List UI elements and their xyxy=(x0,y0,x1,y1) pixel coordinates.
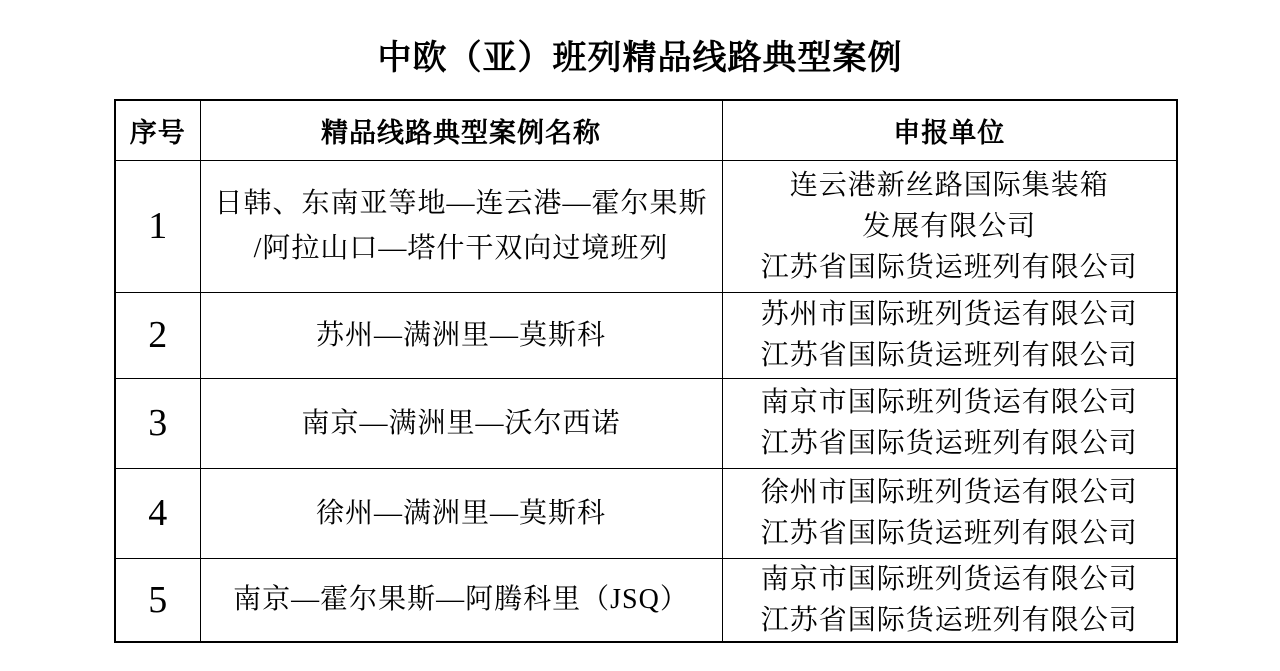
route-name-line: 南京—满洲里—沃尔西诺 xyxy=(301,407,621,439)
route-name-line: /阿拉山口—塔什干双向过境班列 xyxy=(253,233,669,264)
route-name-line: 苏州—满洲里—莫斯科 xyxy=(315,319,606,351)
declaring-unit-line: 南京市国际班列货运有限公司 xyxy=(760,563,1138,595)
serial-no: 1 xyxy=(115,160,200,292)
declaring-unit-line: 南京市国际班列货运有限公司 xyxy=(760,387,1138,418)
declaring-unit-line: 江苏省国际货运班列有限公司 xyxy=(760,518,1138,549)
serial-no: 5 xyxy=(115,558,200,642)
table-row xyxy=(115,468,1177,558)
declaring-unit-line: 江苏省国际货运班列有限公司 xyxy=(760,604,1138,636)
route-name-cell xyxy=(200,558,722,642)
col-header-declaring-unit: 申报单位 xyxy=(722,100,1177,160)
route-name-line: 南京—霍尔果斯—阿腾科里（JSQ） xyxy=(233,584,689,615)
declaring-unit-line: 徐州市国际班列货运有限公司 xyxy=(760,477,1138,508)
declaring-unit-line: 连云港新丝路国际集装箱 xyxy=(789,169,1109,201)
table-row xyxy=(115,160,1177,292)
table-row xyxy=(115,292,1177,378)
declaring-unit-cell xyxy=(722,558,1177,642)
route-name-cell xyxy=(200,292,722,378)
declaring-unit-line: 江苏省国际货运班列有限公司 xyxy=(760,428,1138,459)
serial-no: 3 xyxy=(115,378,200,468)
table-row xyxy=(115,558,1177,642)
route-name-line: 日韩、东南亚等地—连云港—霍尔果斯 xyxy=(214,188,708,219)
declaring-unit-line: 发展有限公司 xyxy=(862,210,1037,242)
serial-no: 4 xyxy=(115,468,200,558)
declaring-unit-cell xyxy=(722,292,1177,378)
route-name-line: 徐州—满洲里—莫斯科 xyxy=(315,497,606,529)
route-name-cell xyxy=(200,378,722,468)
route-name-cell xyxy=(200,160,722,292)
cases-table xyxy=(114,99,1178,643)
declaring-unit-line: 苏州市国际班列货运有限公司 xyxy=(760,299,1138,330)
table-row xyxy=(115,378,1177,468)
declaring-unit-line: 江苏省国际货运班列有限公司 xyxy=(760,340,1138,371)
col-header-serial-no: 序号 xyxy=(115,100,200,160)
declaring-unit-cell xyxy=(722,468,1177,558)
table-header-row xyxy=(115,100,1177,160)
serial-no: 2 xyxy=(115,292,200,378)
declaring-unit-cell xyxy=(722,378,1177,468)
page-title: 中欧（亚）班列精品线路典型案例 xyxy=(377,39,903,77)
route-name-cell xyxy=(200,468,722,558)
declaring-unit-cell xyxy=(722,160,1177,292)
declaring-unit-line: 江苏省国际货运班列有限公司 xyxy=(760,251,1138,283)
col-header-case-name: 精品线路典型案例名称 xyxy=(200,100,722,160)
